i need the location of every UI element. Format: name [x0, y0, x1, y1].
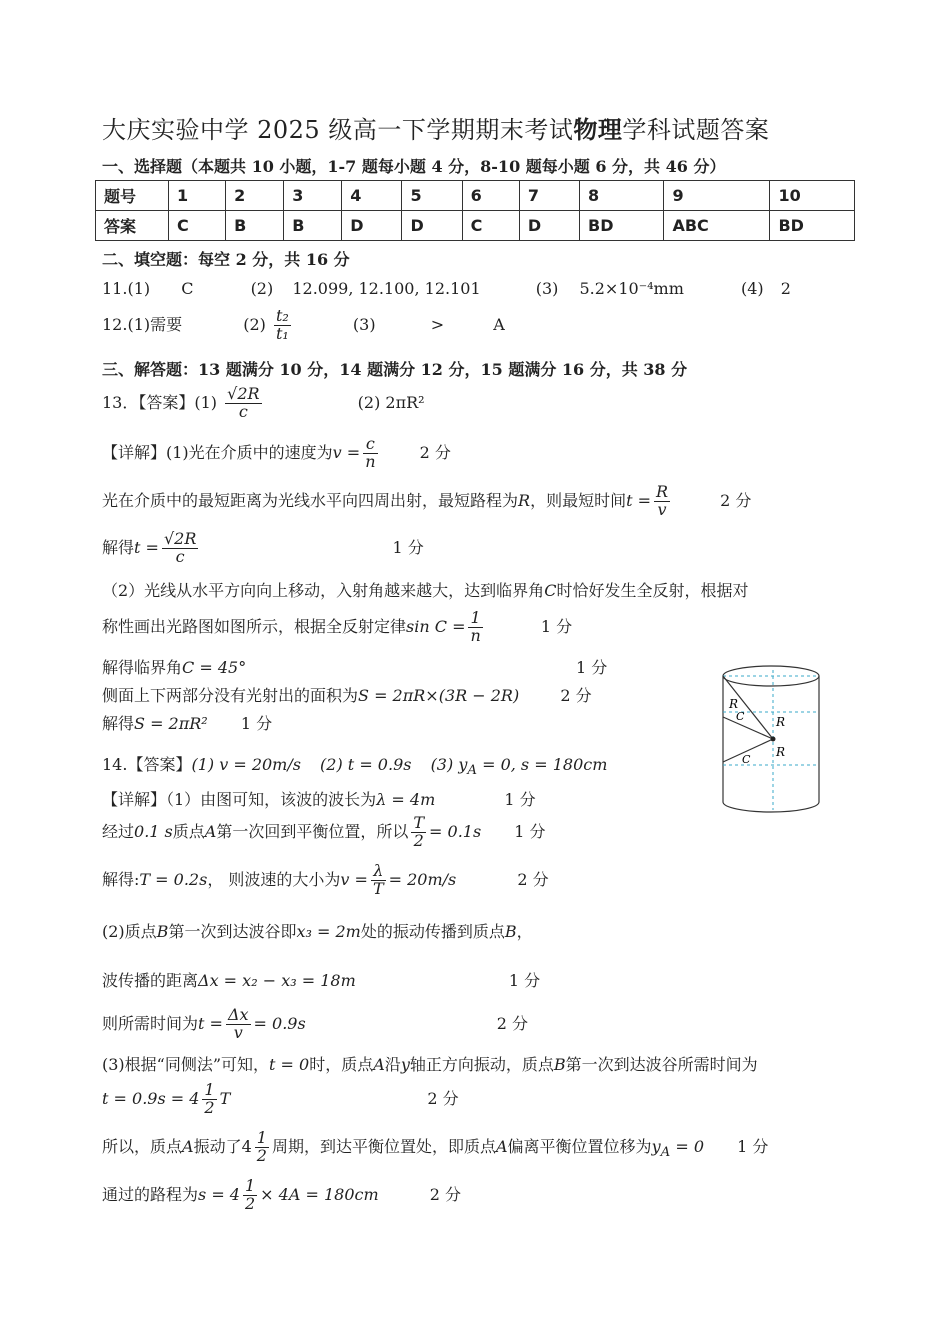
answer-cell: B	[284, 211, 342, 241]
fraction-numerator: R	[656, 482, 669, 501]
fraction-denominator: 2	[256, 1145, 267, 1165]
q14-detail6	[102, 1007, 528, 1042]
fraction-numerator: λ	[371, 863, 386, 881]
fraction-numerator: 1	[204, 1080, 215, 1099]
q13-detail8-text: 解得	[102, 714, 135, 733]
q14-detail7-text-e: 第一次到达波谷所需时间为	[565, 1055, 758, 1074]
q13-area-eq: S = 2πR×(3R − 2R)	[358, 686, 520, 705]
q11-part1: (1)	[127, 279, 151, 298]
q13-area-result: S = 2πR²	[134, 714, 208, 733]
q14-detail9-whole: 4	[241, 1136, 252, 1156]
q14-detail2-text: 经过	[102, 821, 135, 841]
q12-answer3b: A	[493, 314, 505, 334]
fraction-denominator: v	[657, 499, 667, 519]
answer-cell: D	[519, 211, 579, 241]
q14-detail7-text-b: 时，质点	[309, 1055, 374, 1074]
fraction-numerator: √2R	[163, 529, 197, 548]
q13-answer1-fraction	[225, 386, 261, 421]
answer-table	[95, 180, 855, 241]
q12-part2: (2)	[243, 314, 266, 334]
q13-t2-eq: t =	[134, 537, 159, 557]
q11-part2: (2)	[250, 279, 274, 298]
fraction-denominator: c	[175, 546, 185, 566]
fraction-denominator: 2	[204, 1097, 215, 1117]
q14-detail9-fraction	[255, 1130, 269, 1165]
answer-cell: C	[462, 211, 519, 241]
score: 1 分	[576, 658, 608, 677]
answer-cell: ABC	[664, 211, 770, 241]
q14-detail9-text: 所以，质点	[102, 1136, 183, 1156]
q14-displacement	[651, 1136, 705, 1160]
q14-displacement-sub: A	[660, 1144, 671, 1160]
cylinder-light-path-figure	[718, 662, 828, 818]
fraction-denominator: n	[470, 625, 481, 645]
q13-detail1-text: 【详解】(1)光在介质中的速度为	[102, 442, 333, 462]
q11-line	[102, 279, 791, 298]
q14-path-result: × 4A = 180cm	[260, 1184, 379, 1204]
title-suffix: 学科试题答案	[622, 116, 770, 144]
question-number: 8	[580, 181, 664, 211]
q14-speed-eq: v =	[340, 869, 368, 889]
q14-detail4-B2: B	[504, 922, 517, 941]
q14-wavelength-eq: λ = 4m	[376, 790, 436, 809]
q14-path-fraction	[243, 1178, 257, 1213]
q14-time-fraction	[226, 1007, 251, 1042]
q14-detail4	[102, 919, 533, 942]
q14-detail9	[102, 1130, 768, 1165]
q14-detail4-text-d: ，	[516, 922, 533, 941]
figure-label-C: C	[742, 753, 751, 766]
question-number: 1	[169, 181, 226, 211]
q14-detail4-text-c: 处的振动传播到质点	[360, 922, 505, 941]
score: 1 分	[504, 790, 536, 809]
q13-detail5	[102, 610, 572, 645]
question-number: 6	[462, 181, 519, 211]
answer-cell: BD	[580, 211, 664, 241]
q13-detail1	[102, 436, 451, 471]
q14-distance-eq: Δx = x₂ − x₃ = 18m	[198, 971, 356, 990]
q12-line	[102, 308, 505, 343]
fraction-denominator: t₁	[275, 323, 289, 343]
question-number: 4	[342, 181, 402, 211]
q13-detail3	[102, 531, 424, 566]
question-number: 10	[770, 181, 855, 211]
q14-speed-result: = 20m/s	[388, 869, 457, 889]
q14-detail2-fraction	[411, 815, 426, 850]
q14-detail2	[102, 815, 546, 850]
table-row	[96, 181, 855, 211]
q13-detail5-text: 称性画出光路图如图所示，根据全反射定律	[102, 616, 407, 636]
q14-detail4-B: B	[156, 922, 169, 941]
q13-detail4-text: （2）光线从水平方向向上移动，入射角越来越大，达到临界角	[102, 581, 545, 600]
score: 1 分	[240, 714, 273, 733]
score: 2 分	[560, 686, 592, 705]
q14-detail7	[102, 1052, 758, 1075]
fraction-numerator: Δx	[227, 1005, 249, 1024]
q14-answer-line	[102, 752, 607, 778]
score: 1 分	[737, 1136, 769, 1156]
q14-detail9-text-c: 周期，到达平衡位置处，即质点	[271, 1136, 496, 1156]
q14-answer3-y: (3) y	[430, 755, 468, 774]
score: 1 分	[514, 821, 546, 841]
answer-cell: D	[342, 211, 402, 241]
figure-label-R: R	[776, 715, 786, 729]
q13-detail6-text: 解得临界角	[102, 658, 183, 677]
q13-detail2	[102, 484, 751, 519]
score: 1 分	[392, 537, 424, 557]
q14-detail7-text-d: 轴正方向振动，质点	[409, 1055, 554, 1074]
score: 2 分	[427, 1088, 459, 1108]
answer-cell: C	[169, 211, 226, 241]
question-number: 9	[664, 181, 770, 211]
fraction-numerator: c	[363, 436, 377, 454]
q12-fraction	[274, 308, 291, 343]
title-prefix: 大庆实验中学 2025 级高一下学期期末考试	[102, 116, 574, 144]
q14-detail4-x: x₃ = 2m	[296, 922, 361, 941]
q14-detail2-A: A	[204, 821, 217, 841]
q13-detail2-text-b: ，则最短时间	[530, 490, 627, 510]
q13-detail4-C: C	[544, 581, 557, 600]
q14-detail9-A: A	[182, 1136, 194, 1156]
q14-answer3	[430, 755, 608, 779]
answer-cell: BD	[770, 211, 855, 241]
score: 2 分	[496, 1013, 529, 1033]
q14-detail10-text: 通过的路程为	[102, 1184, 199, 1204]
q13-t-fraction	[654, 484, 670, 519]
q11-number: 11.	[102, 279, 128, 298]
q14-detail1-text: 【详解】（1）由图可知，该波的波长为	[102, 790, 377, 809]
score: 2 分	[429, 1184, 462, 1204]
q13-detail4	[102, 578, 748, 601]
q14-detail4-text-b: 第一次到达波谷即	[168, 922, 297, 941]
q13-detail6	[102, 655, 608, 678]
fraction-denominator: c	[238, 401, 248, 421]
q12-answer3a: >	[430, 314, 445, 334]
q14-time-eq: t =	[198, 1013, 223, 1033]
fraction-numerator: 1	[468, 610, 482, 628]
q14-detail8-T: T	[219, 1088, 231, 1108]
q14-detail2-eq: = 0.1s	[429, 821, 482, 841]
q13-detail2-R: R	[518, 490, 531, 510]
q14-displacement-val: = 0	[670, 1136, 705, 1156]
q11-answer4: 2	[780, 279, 791, 298]
answer-cell: D	[402, 211, 462, 241]
q14-answer-label: 14.【答案】	[102, 755, 192, 774]
fraction-numerator: 1	[256, 1128, 267, 1147]
fraction-denominator: 2	[244, 1193, 256, 1213]
score: 2 分	[419, 442, 451, 462]
q13-detail8	[102, 711, 272, 734]
q11-answer2: 12.099, 12.100, 12.101	[292, 279, 481, 298]
q14-detail1	[102, 787, 536, 810]
q14-detail7-text-c: 沿	[384, 1055, 401, 1074]
section3-heading: 三、解答题：13 题满分 10 分，14 题满分 12 分，15 题满分 16 分，共 38 分	[102, 360, 688, 379]
q13-detail4-text-b: 时恰好发生全反射，根据对	[556, 581, 749, 600]
q13-answer2: (2) 2πR²	[357, 392, 425, 412]
q14-detail4-text: (2)质点	[102, 922, 157, 941]
table-header-cell: 题号	[96, 181, 169, 211]
q11-answer3: 5.2×10⁻⁴mm	[579, 279, 684, 298]
q14-detail7-t: t = 0	[269, 1055, 310, 1074]
q12-part3: (3)	[352, 314, 376, 334]
q14-detail9-text-b: 振动了	[193, 1136, 242, 1156]
section1-heading: 一、选择题（本题共 10 小题，1-7 题每小题 4 分，8-10 题每小题 6 分，共 46 分）	[102, 157, 726, 176]
q13-t-eq: t =	[626, 490, 651, 510]
fraction-numerator: √2R	[227, 384, 260, 403]
q14-detail7-text: (3)根据“同侧法”可知，	[102, 1055, 270, 1074]
q14-detail6-text: 则所需时间为	[102, 1013, 199, 1033]
q13-detail2-text: 光在介质中的最短距离为光线水平向四周出射，最短路程为	[102, 490, 519, 510]
q14-answer3-rest: = 0, s = 180cm	[477, 755, 608, 774]
figure-label-R: R	[776, 745, 786, 759]
q14-path-eq: s = 4	[198, 1184, 240, 1204]
q11-part4: (4)	[741, 279, 764, 298]
q14-detail8	[102, 1082, 459, 1117]
q14-detail9-text-d: 偏离平衡位置位移为	[507, 1136, 652, 1156]
q14-detail7-A: A	[373, 1055, 385, 1074]
q14-detail10	[102, 1178, 461, 1213]
q14-detail2-text-c: 第一次回到平衡位置，所以	[216, 821, 409, 841]
q14-detail2-time: 0.1 s	[134, 821, 173, 841]
table-header-cell: 答案	[96, 211, 169, 241]
q13-answer-label: 13．【答案】(1)	[102, 392, 218, 412]
q14-detail7-B: B	[553, 1055, 566, 1074]
score: 1 分	[508, 971, 541, 990]
q13-detail7	[102, 683, 592, 706]
q14-detail3-text: 解得:	[102, 869, 140, 889]
section2-heading: 二、填空题：每空 2 分，共 16 分	[102, 250, 350, 269]
q14-detail3	[102, 863, 549, 898]
q11-answer1: C	[181, 279, 194, 298]
q13-sin-eq: sin C =	[406, 616, 466, 636]
q13-t2-fraction	[162, 531, 198, 566]
q12-part1: (1)需要	[127, 314, 183, 334]
fraction-denominator: v	[233, 1022, 243, 1042]
q14-answer3-sub: A	[467, 763, 477, 779]
fraction-numerator: T	[413, 813, 425, 832]
q14-detail5	[102, 968, 540, 991]
q12-number: 12.	[102, 314, 128, 334]
q13-detail3-text: 解得	[102, 537, 135, 557]
q14-detail7-y: y	[400, 1055, 410, 1074]
page-title	[102, 110, 769, 145]
score: 2 分	[720, 490, 752, 510]
q11-part3: (3)	[535, 279, 559, 298]
q14-detail8-fraction	[202, 1082, 216, 1117]
fraction-numerator: 1	[244, 1176, 256, 1195]
fraction-denominator: 2	[413, 830, 424, 850]
q13-angle-eq: C = 45°	[182, 658, 247, 677]
q13-v-fraction	[363, 436, 377, 471]
question-number: 3	[284, 181, 342, 211]
q14-answer1: (1) v = 20m/s	[191, 755, 301, 774]
q14-detail3-text-b: ， 则波速的大小为	[207, 869, 341, 889]
fraction-denominator: n	[365, 451, 376, 471]
q14-detail8-eq: t = 0.9s = 4	[102, 1088, 200, 1108]
q14-time-result: = 0.9s	[253, 1013, 306, 1033]
question-number: 5	[402, 181, 462, 211]
fraction-numerator: t₂	[275, 306, 289, 325]
title-subject: 物理	[573, 115, 623, 144]
question-number: 7	[519, 181, 579, 211]
q14-speed-fraction	[371, 863, 386, 898]
score: 2 分	[517, 869, 549, 889]
question-number: 2	[226, 181, 284, 211]
q13-answer-line	[102, 386, 425, 421]
q14-detail5-text: 波传播的距离	[102, 971, 199, 990]
table-row	[96, 211, 855, 241]
figure-label-R: R	[729, 697, 739, 711]
figure-label-C: C	[736, 710, 745, 723]
q14-period-eq: T = 0.2s	[139, 869, 208, 889]
score: 1 分	[540, 616, 573, 636]
q14-detail2-text-b: 质点	[172, 821, 205, 841]
fraction-denominator: T	[372, 878, 384, 898]
q13-detail7-text: 侧面上下两部分没有光射出的面积为	[102, 686, 359, 705]
answer-cell: B	[226, 211, 284, 241]
q13-v-eq: v =	[332, 442, 361, 462]
q14-displacement-y: y	[651, 1136, 661, 1156]
q14-detail9-A2: A	[495, 1136, 508, 1156]
q14-answer2: (2) t = 0.9s	[320, 755, 412, 774]
q13-sin-fraction	[468, 610, 482, 645]
